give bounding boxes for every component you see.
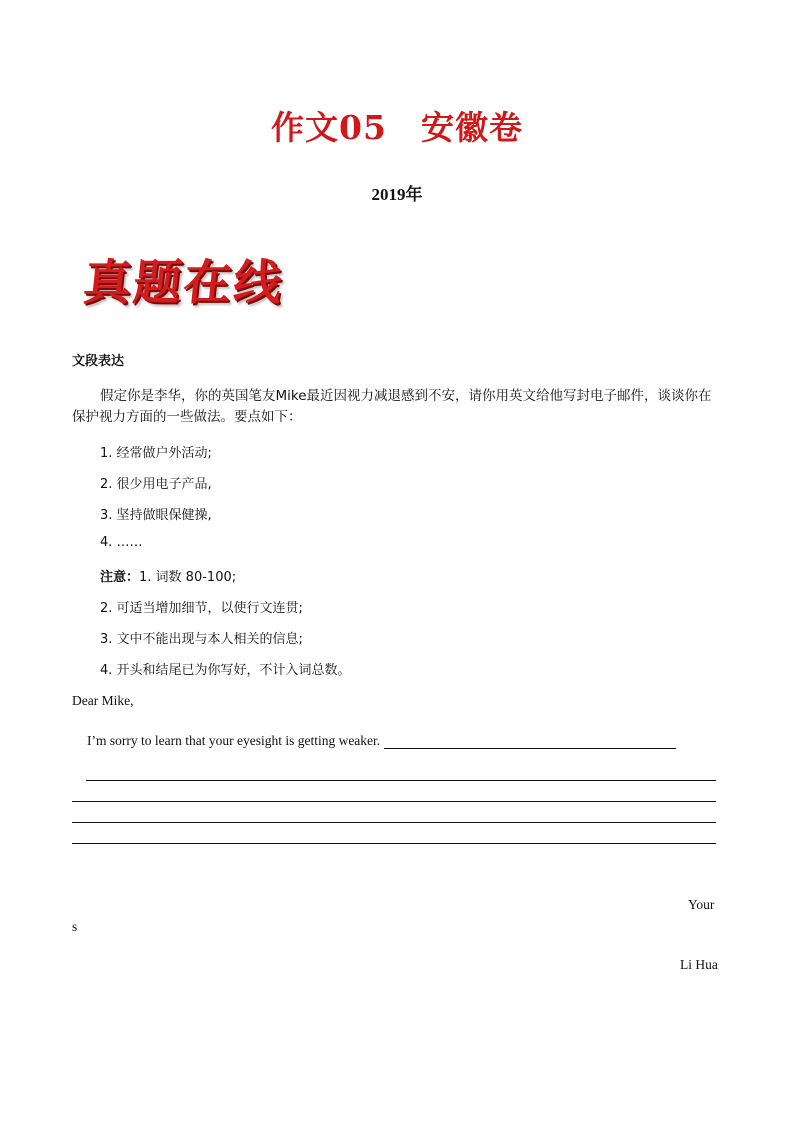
note-3: 3. 文中不能出现与本人相关的信息;	[100, 632, 303, 647]
signature: Li Hua	[680, 957, 718, 972]
year-heading: 2019年	[371, 185, 423, 204]
closing-text: Your	[688, 897, 715, 912]
point-1: 1. 经常做户外活动;	[100, 446, 212, 461]
title-number: 作文05	[271, 108, 387, 147]
task-prompt: 假定你是李华，你的英国笔友Mike最近因视力减退感到不安，请你用英文给他写封电子邮件，谈谈你在保护视力方面的一些做法。要点如下：	[72, 388, 712, 425]
point-4: 4. ……	[100, 535, 143, 550]
salutation: Dear Mike,	[72, 693, 134, 708]
note-2: 2. 可适当增加细节，以使行文连贯;	[100, 601, 303, 616]
notes-label: 注意：	[100, 570, 140, 585]
point-3: 3. 坚持做眼保健操,	[100, 508, 212, 523]
title-region: 安徽卷	[420, 108, 523, 147]
opening-sentence: I’m sorry to learn that your eyesight is getting weaker.	[87, 733, 381, 748]
writing-line[interactable]	[72, 822, 716, 823]
writing-line[interactable]	[72, 843, 716, 844]
note-4: 4. 开头和结尾已为你写好，不计入词总数。	[100, 663, 351, 678]
note-1-text: 1. 词数 80-100;	[139, 570, 237, 585]
section-label: 文段表达	[72, 354, 125, 369]
opening-line	[87, 733, 676, 749]
writing-line[interactable]	[72, 801, 716, 802]
note-1	[100, 566, 236, 585]
page-title	[0, 102, 794, 149]
answer-blank[interactable]	[384, 734, 676, 749]
banner-word-art: 真题在线	[80, 255, 287, 311]
point-2: 2. 很少用电子产品,	[100, 477, 212, 492]
writing-line[interactable]	[86, 780, 716, 781]
closing-text-wrap: s	[72, 919, 78, 934]
